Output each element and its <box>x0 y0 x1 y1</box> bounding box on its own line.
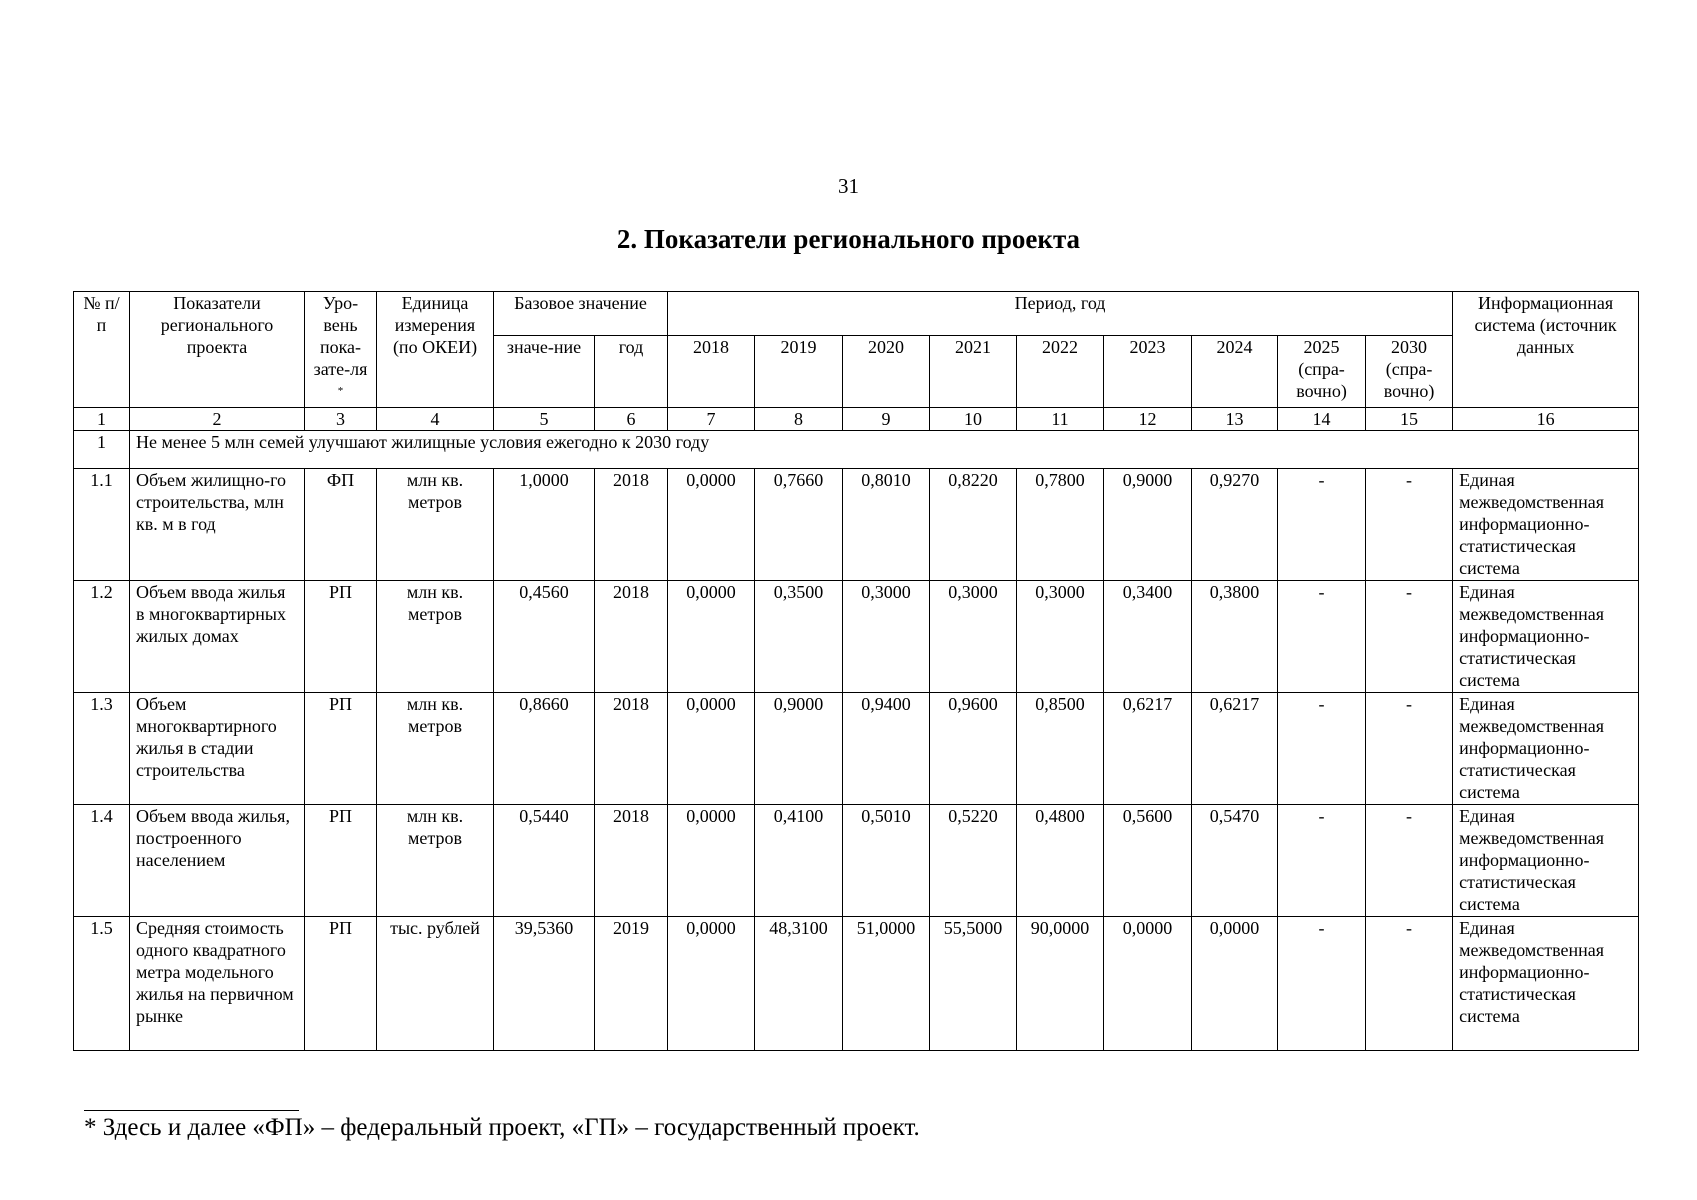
table-row <box>74 917 1639 1051</box>
header-row-1 <box>74 292 1639 336</box>
row-num: 1.2 <box>74 581 130 693</box>
row-year-value: 0,7660 <box>755 469 843 581</box>
row-indicator: Объем жилищно-го строительства, млн кв. м в год <box>130 469 305 581</box>
header-base-value: значе-ние <box>494 336 595 408</box>
row-base-value: 39,5360 <box>494 917 595 1051</box>
row-year-value: 0,9000 <box>755 693 843 805</box>
header-level-text: Уро-вень пока-зате-ля <box>313 293 368 379</box>
row-indicator: Объем многоквартирного жилья в стадии строительства <box>130 693 305 805</box>
column-number: 6 <box>595 408 668 431</box>
row-year-value: - <box>1366 917 1453 1051</box>
row-year-value: 0,9270 <box>1192 469 1278 581</box>
column-number: 1 <box>74 408 130 431</box>
table-row <box>74 469 1639 581</box>
column-number: 2 <box>130 408 305 431</box>
row-year-value: 0,9600 <box>930 693 1017 805</box>
row-base-year: 2018 <box>595 805 668 917</box>
row-base-value: 1,0000 <box>494 469 595 581</box>
row-source: Единая межведомственная информационно-статистическая система <box>1453 805 1639 917</box>
row-indicator: Объем ввода жилья, построенного населением <box>130 805 305 917</box>
header-period: Период, год <box>668 292 1453 336</box>
row-year-value: - <box>1366 805 1453 917</box>
row-source: Единая межведомственная информационно-статистическая система <box>1453 917 1639 1051</box>
row-year-value: 0,5010 <box>843 805 930 917</box>
section-title: 2. Показатели регионального проекта <box>616 224 1081 254</box>
column-number: 13 <box>1192 408 1278 431</box>
row-unit: тыс. рублей <box>377 917 494 1051</box>
row-year-value: - <box>1278 581 1366 693</box>
footnote-separator <box>84 1110 299 1111</box>
row-year-value: 0,5600 <box>1104 805 1192 917</box>
header-year: 2022 <box>1017 336 1104 408</box>
column-number-row <box>74 408 1639 431</box>
footnote: * Здесь и далее «ФП» – федеральный проект, «ГП» – государственный проект. <box>84 1114 920 1141</box>
header-year: 2030 (спра-вочно) <box>1366 336 1453 408</box>
row-num: 1.4 <box>74 805 130 917</box>
row-year-value: 0,3400 <box>1104 581 1192 693</box>
row-level: РП <box>305 805 377 917</box>
row-level: ФП <box>305 469 377 581</box>
header-source: Информационная система (источник данных <box>1453 292 1639 408</box>
header-unit: Единица измерения (по ОКЕИ) <box>377 292 494 408</box>
goal-row <box>74 431 1639 469</box>
row-year-value: 0,3000 <box>1017 581 1104 693</box>
row-year-value: - <box>1278 805 1366 917</box>
row-num: 1.1 <box>74 469 130 581</box>
header-year: 2020 <box>843 336 930 408</box>
row-year-value: 55,5000 <box>930 917 1017 1051</box>
header-indicator: Показатели регионального проекта <box>130 292 305 408</box>
row-year-value: - <box>1366 469 1453 581</box>
column-number: 10 <box>930 408 1017 431</box>
row-source: Единая межведомственная информационно-статистическая система <box>1453 469 1639 581</box>
row-year-value: 0,3800 <box>1192 581 1278 693</box>
row-year-value: 0,6217 <box>1104 693 1192 805</box>
row-year-value: 0,5470 <box>1192 805 1278 917</box>
row-level: РП <box>305 693 377 805</box>
column-number: 7 <box>668 408 755 431</box>
table-row <box>74 581 1639 693</box>
row-level: РП <box>305 581 377 693</box>
row-year-value: 0,4100 <box>755 805 843 917</box>
row-unit: млн кв. метров <box>377 693 494 805</box>
header-year: 2021 <box>930 336 1017 408</box>
row-year-value: 51,0000 <box>843 917 930 1051</box>
row-base-value: 0,5440 <box>494 805 595 917</box>
row-year-value: - <box>1366 581 1453 693</box>
column-number: 12 <box>1104 408 1192 431</box>
row-year-value: 0,0000 <box>668 581 755 693</box>
row-indicator: Средняя стоимость одного квадратного метра модельного жилья на первичном рынке <box>130 917 305 1051</box>
header-year: 2024 <box>1192 336 1278 408</box>
row-year-value: 0,0000 <box>1104 917 1192 1051</box>
row-unit: млн кв. метров <box>377 805 494 917</box>
header-num: № п/п <box>74 292 130 408</box>
row-year-value: - <box>1278 469 1366 581</box>
row-year-value: - <box>1278 693 1366 805</box>
header-base: Базовое значение <box>494 292 668 336</box>
indicators-table <box>73 291 1639 1051</box>
column-number: 15 <box>1366 408 1453 431</box>
row-year-value: 0,8500 <box>1017 693 1104 805</box>
table-row <box>74 805 1639 917</box>
header-year: 2025 (спра-вочно) <box>1278 336 1366 408</box>
row-year-value: 0,0000 <box>668 469 755 581</box>
row-unit: млн кв. метров <box>377 469 494 581</box>
column-number: 5 <box>494 408 595 431</box>
row-base-year: 2018 <box>595 693 668 805</box>
row-unit: млн кв. метров <box>377 581 494 693</box>
column-number: 4 <box>377 408 494 431</box>
goal-num: 1 <box>74 431 130 469</box>
row-year-value: - <box>1278 917 1366 1051</box>
header-level <box>305 292 377 408</box>
row-year-value: 0,0000 <box>668 693 755 805</box>
row-base-year: 2018 <box>595 469 668 581</box>
column-number: 14 <box>1278 408 1366 431</box>
row-year-value: - <box>1366 693 1453 805</box>
row-year-value: 0,8010 <box>843 469 930 581</box>
row-year-value: 90,0000 <box>1017 917 1104 1051</box>
row-num: 1.3 <box>74 693 130 805</box>
page-number: 31 <box>838 174 859 198</box>
row-year-value: 0,3000 <box>930 581 1017 693</box>
row-year-value: 0,8220 <box>930 469 1017 581</box>
row-source: Единая межведомственная информационно-статистическая система <box>1453 581 1639 693</box>
header-base-year: год <box>595 336 668 408</box>
row-year-value: 0,3000 <box>843 581 930 693</box>
column-number: 9 <box>843 408 930 431</box>
column-number: 11 <box>1017 408 1104 431</box>
goal-text: Не менее 5 млн семей улучшают жилищные условия ежегодно к 2030 году <box>130 431 1639 469</box>
row-year-value: 0,5220 <box>930 805 1017 917</box>
column-number: 3 <box>305 408 377 431</box>
row-source: Единая межведомственная информационно-статистическая система <box>1453 693 1639 805</box>
header-year: 2023 <box>1104 336 1192 408</box>
row-year-value: 0,0000 <box>668 805 755 917</box>
header-year: 2018 <box>668 336 755 408</box>
row-year-value: 48,3100 <box>755 917 843 1051</box>
table-row <box>74 693 1639 805</box>
row-level: РП <box>305 917 377 1051</box>
row-year-value: 0,4800 <box>1017 805 1104 917</box>
row-base-value: 0,4560 <box>494 581 595 693</box>
row-year-value: 0,0000 <box>668 917 755 1051</box>
row-base-year: 2018 <box>595 581 668 693</box>
row-year-value: 0,9000 <box>1104 469 1192 581</box>
row-base-value: 0,8660 <box>494 693 595 805</box>
row-base-year: 2019 <box>595 917 668 1051</box>
row-indicator: Объем ввода жилья в многоквартирных жилых домах <box>130 581 305 693</box>
row-year-value: 0,7800 <box>1017 469 1104 581</box>
row-year-value: 0,3500 <box>755 581 843 693</box>
row-year-value: 0,9400 <box>843 693 930 805</box>
header-level-mark: * <box>337 385 344 397</box>
column-number: 16 <box>1453 408 1639 431</box>
column-number: 8 <box>755 408 843 431</box>
row-year-value: 0,6217 <box>1192 693 1278 805</box>
row-year-value: 0,0000 <box>1192 917 1278 1051</box>
header-year: 2019 <box>755 336 843 408</box>
row-num: 1.5 <box>74 917 130 1051</box>
